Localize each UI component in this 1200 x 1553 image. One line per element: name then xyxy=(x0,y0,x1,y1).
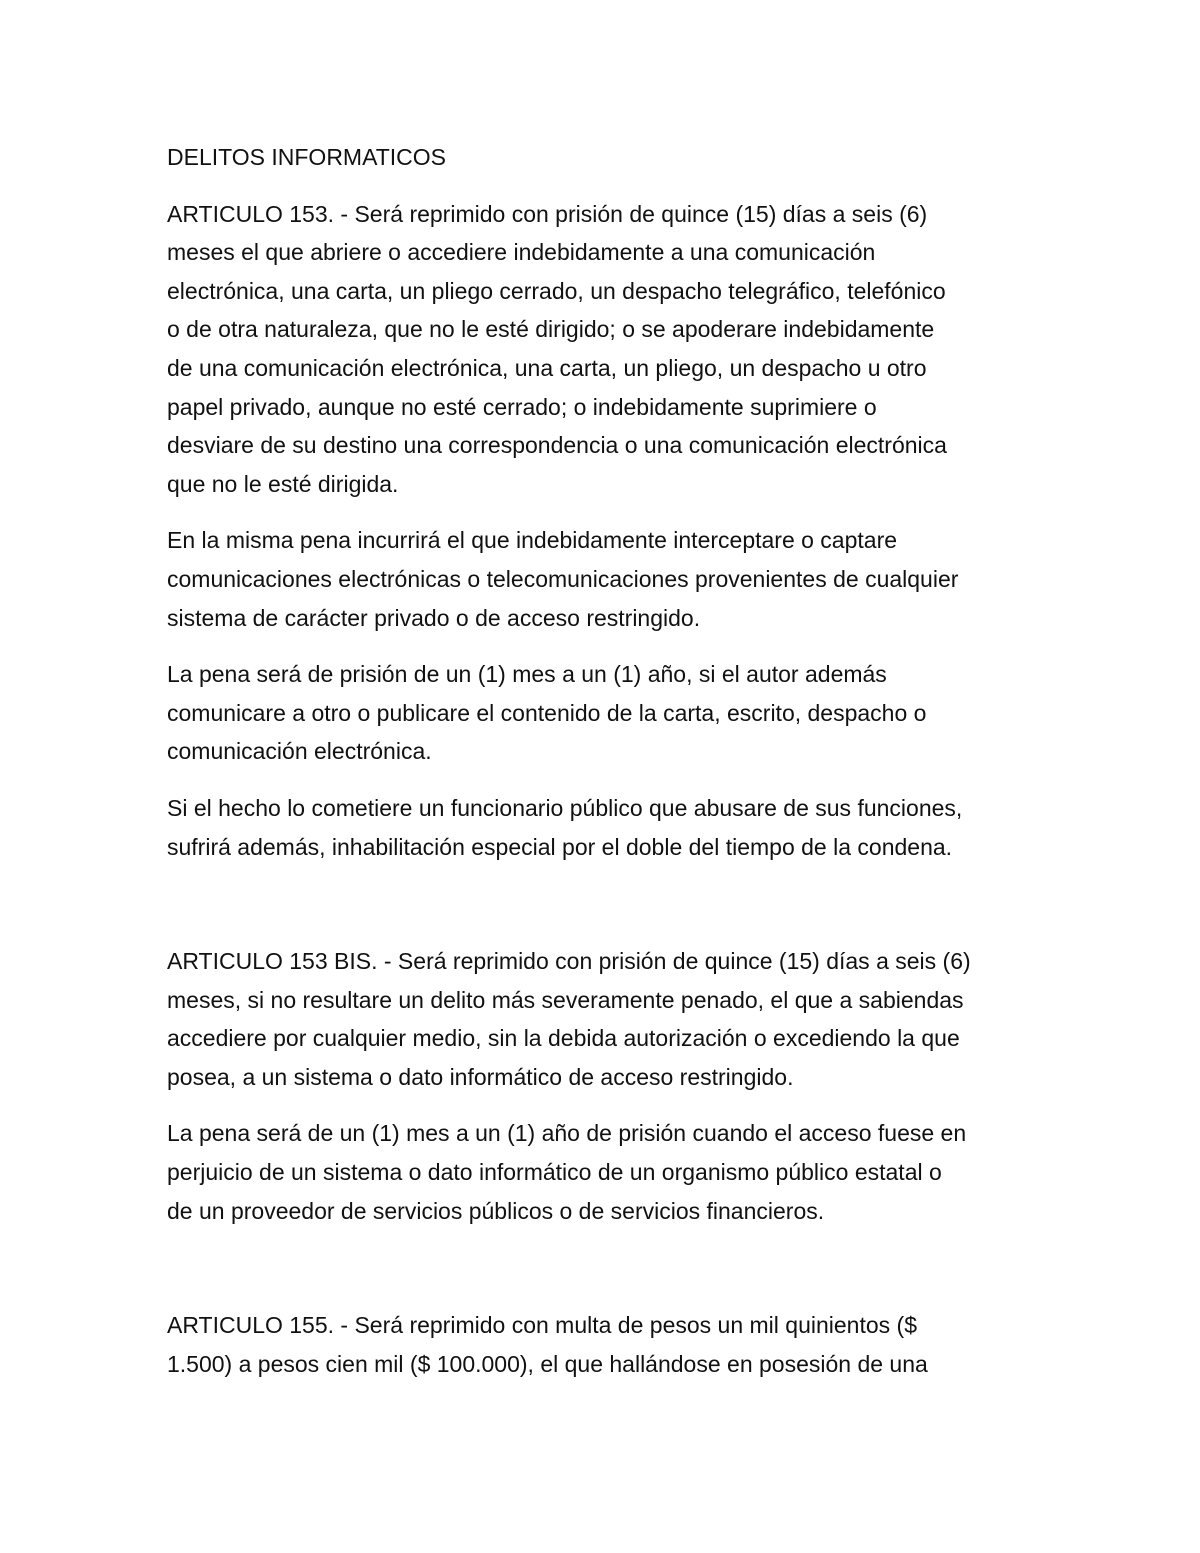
text-line: que no le esté dirigida. xyxy=(167,470,399,497)
text-line: accediere por cualquier medio, sin la debida autorización o excediendo la que xyxy=(167,1025,960,1052)
public-official-paragraph xyxy=(167,789,1047,866)
paragraph-spacer xyxy=(167,503,1047,521)
text-line: posea, a un sistema o dato informático de acceso restringido. xyxy=(167,1063,794,1090)
text-line: de un proveedor de servicios públicos o de servicios financieros. xyxy=(167,1197,825,1224)
text-line: ARTICULO 153 BIS. - Será reprimido con prisión de quince (15) días a seis (6) xyxy=(167,948,971,975)
interception-paragraph xyxy=(167,521,1047,637)
document-title-paragraph xyxy=(167,138,1047,177)
text-line: desviare de su destino una correspondencia o una comunicación electrónica xyxy=(167,432,947,459)
document-title: DELITOS INFORMATICOS xyxy=(167,144,447,170)
text-line: meses, si no resultare un delito más severamente penado, el que a sabiendas xyxy=(167,986,964,1013)
text-line: Si el hecho lo cometiere un funcionario público que abusare de sus funciones, xyxy=(167,794,963,821)
text-line: La pena será de un (1) mes a un (1) año de prisión cuando el acceso fuese en xyxy=(167,1120,967,1147)
text-line: comunicare a otro o publicare el contenido de la carta, escrito, despacho o xyxy=(167,699,927,726)
document-body xyxy=(167,138,1047,1383)
text-line: comunicación electrónica. xyxy=(167,738,432,765)
text-line: electrónica, una carta, un pliego cerrado, un despacho telegráfico, telefónico xyxy=(167,277,946,304)
text-line: ARTICULO 155. - Será reprimido con multa de pesos un mil quinientos ($ xyxy=(167,1312,917,1339)
article-153-paragraph xyxy=(167,195,1047,504)
text-line: o de otra naturaleza, que no le esté dirigido; o se apoderare indebidamente xyxy=(167,316,935,343)
text-line: En la misma pena incurrirá el que indebidamente interceptare o captare xyxy=(167,527,898,554)
penalty-paragraph xyxy=(167,655,1047,771)
paragraph-spacer xyxy=(167,177,1047,195)
text-line: sufrirá además, inhabilitación especial por el doble del tiempo de la condena. xyxy=(167,833,953,860)
text-line: comunicaciones electrónicas o telecomunicaciones provenientes de cualquier xyxy=(167,565,959,592)
section-spacer xyxy=(167,866,1047,942)
text-line: ARTICULO 153. - Será reprimido con prisión de quince (15) días a seis (6) xyxy=(167,200,928,227)
text-line: sistema de carácter privado o de acceso restringido. xyxy=(167,604,701,631)
public-system-penalty-paragraph xyxy=(167,1114,1047,1230)
article-155-paragraph xyxy=(167,1306,1047,1383)
text-line: La pena será de prisión de un (1) mes a un (1) año, si el autor además xyxy=(167,661,887,688)
paragraph-spacer xyxy=(167,771,1047,789)
text-line: papel privado, aunque no esté cerrado; o indebidamente suprimiere o xyxy=(167,393,877,420)
text-line: perjuicio de un sistema o dato informático de un organismo público estatal o xyxy=(167,1159,942,1186)
text-line: 1.500) a pesos cien mil ($ 100.000), el que hallándose en posesión de una xyxy=(167,1350,928,1377)
article-153-bis-paragraph xyxy=(167,942,1047,1096)
text-line: de una comunicación electrónica, una carta, un pliego, un despacho u otro xyxy=(167,354,927,381)
paragraph-spacer xyxy=(167,1096,1047,1114)
paragraph-spacer xyxy=(167,637,1047,655)
section-spacer xyxy=(167,1230,1047,1306)
text-line: meses el que abriere o accediere indebidamente a una comunicación xyxy=(167,239,876,266)
